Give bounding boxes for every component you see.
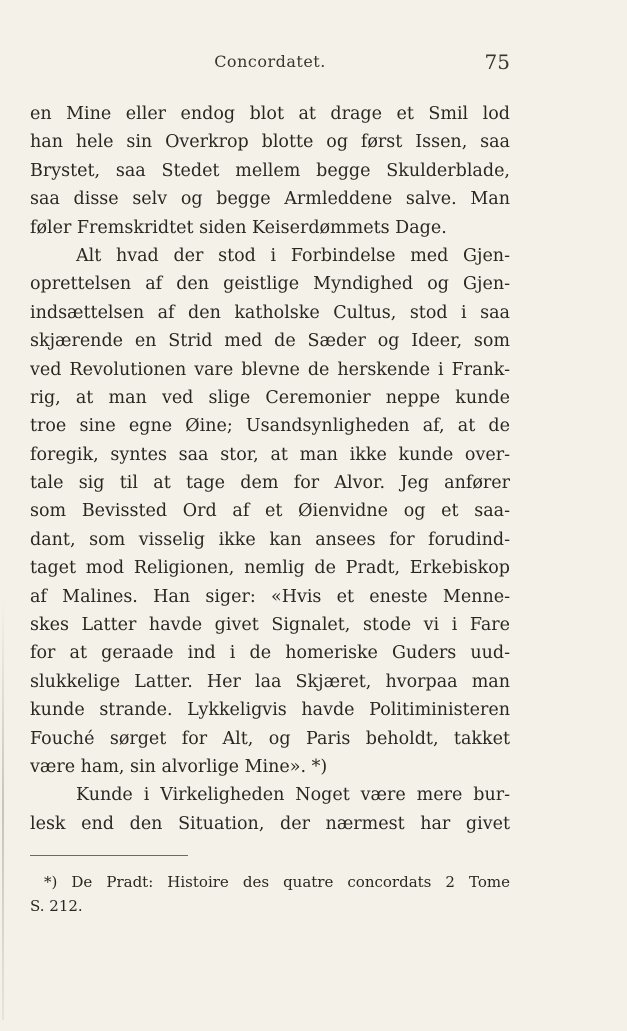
text-line: oprettelsen af den geistlige Myndighed og Gjen- bbox=[30, 274, 510, 295]
text-line: ved Revolutionen vare blevne de herskende i Frank- bbox=[30, 359, 510, 380]
footnote-divider bbox=[30, 855, 188, 856]
running-title: Concordatet. bbox=[214, 52, 326, 71]
text-line: rig, at man ved slige Ceremonier neppe kunde bbox=[30, 387, 510, 408]
text-line: for at geraade ind i de homeriske Guders uud- bbox=[30, 643, 510, 664]
paragraph-start-line: Alt hvad der stod i Forbindelse med Gjen- bbox=[76, 245, 510, 266]
text-line: skjærende en Strid med de Sæder og Ideer, som bbox=[30, 331, 510, 352]
text-line: være ham, sin alvorlige Mine». *) bbox=[30, 756, 328, 777]
text-line: lesk end den Situation, der nærmest har givet bbox=[30, 813, 510, 834]
text-line: foregik, syntes saa stor, at man ikke kunde over- bbox=[30, 444, 510, 465]
text-line: taget mod Religionen, nemlig de Pradt, Erkebiskop bbox=[30, 558, 510, 579]
page-header bbox=[30, 52, 510, 80]
paragraph-start-line: Kunde i Virkeligheden Noget være mere bur- bbox=[76, 785, 510, 806]
text-line: saa disse selv og begge Armleddene salve. Man bbox=[30, 189, 510, 210]
text-line: en Mine eller endog blot at drage et Smil lod bbox=[30, 104, 510, 124]
body-text bbox=[30, 100, 510, 838]
text-line: Fouché sørget for Alt, og Paris beholdt, takket bbox=[30, 728, 510, 749]
text-line: kunde strande. Lykkeligvis havde Politiministeren bbox=[30, 700, 510, 721]
text-line: som Bevissted Ord af et Øienvidne og et saa- bbox=[30, 501, 510, 522]
text-line: føler Fremskridtet siden Keiserdømmets Dage. bbox=[30, 217, 447, 238]
text-line: skes Latter havde givet Signalet, stode vi i Fare bbox=[30, 615, 510, 636]
text-line: dant, som visselig ikke kan ansees for forudind- bbox=[30, 529, 510, 550]
footnote-line: *) De Pradt: Histoire des quatre concordats 2 Tome bbox=[44, 873, 510, 891]
text-line: troe sine egne Øine; Usandsynligheden af, at de bbox=[30, 416, 510, 437]
text-line: han hele sin Overkrop blotte og først Issen, saa bbox=[30, 132, 510, 153]
page-number: 75 bbox=[484, 50, 510, 74]
page-binding-shadow bbox=[2, 600, 4, 1020]
text-line: af Malines. Han siger: «Hvis et eneste Menne- bbox=[30, 586, 510, 607]
footnote-line: S. 212. bbox=[30, 897, 83, 915]
text-line: indsættelsen af den katholske Cultus, stod i saa bbox=[30, 302, 510, 323]
text-line: slukkelige Latter. Her laa Skjæret, hvorpaa man bbox=[30, 671, 510, 692]
text-line: Brystet, saa Stedet mellem begge Skulderblade, bbox=[30, 160, 510, 181]
text-line: tale sig til at tage dem for Alvor. Jeg anfører bbox=[30, 473, 510, 494]
footnote bbox=[30, 870, 510, 918]
